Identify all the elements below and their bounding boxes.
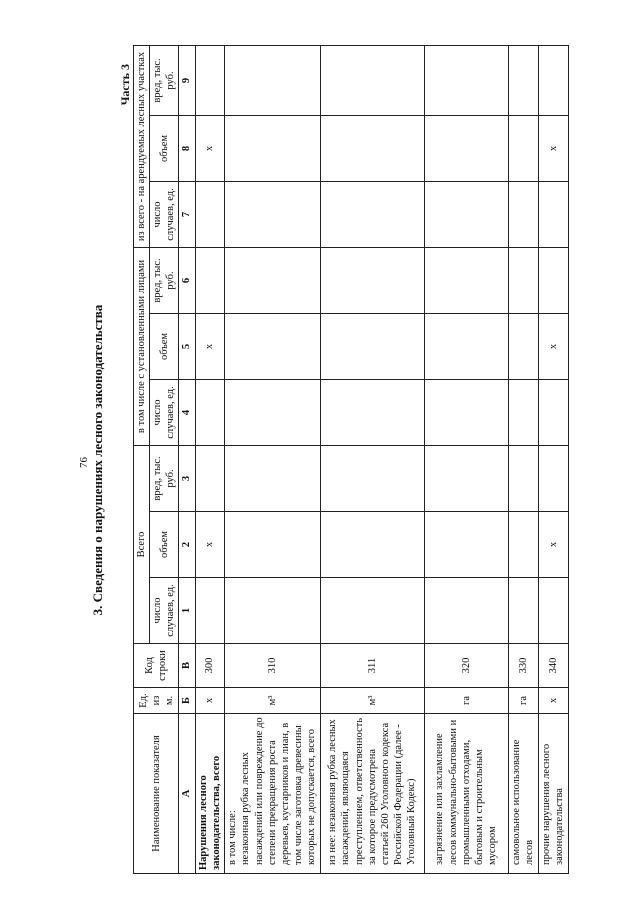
value-cell xyxy=(508,313,538,379)
value-cell xyxy=(538,247,568,313)
column-letter: 1 xyxy=(179,578,195,644)
row-code: 320 xyxy=(424,644,508,688)
column-letter: Б xyxy=(179,688,195,714)
column-letters-row xyxy=(179,45,195,873)
value-cell xyxy=(424,181,508,247)
value-cell xyxy=(508,578,538,644)
value-cell xyxy=(195,45,224,115)
page-number: 76 xyxy=(78,457,90,468)
value-cell xyxy=(538,379,568,445)
value-cell xyxy=(508,379,538,445)
value-cell xyxy=(224,512,320,578)
row-name: прочие нарушения лесного законодательства xyxy=(538,714,568,874)
value-cell xyxy=(224,115,320,181)
header-cases: число случаев, ед. xyxy=(150,578,179,644)
row-code: 340 xyxy=(538,644,568,688)
value-cell xyxy=(538,181,568,247)
section-title: 3. Сведения о нарушениях лесного законодательства xyxy=(90,304,105,616)
value-cell xyxy=(195,445,224,511)
value-cell xyxy=(320,45,424,115)
part-label: Часть 3 xyxy=(118,64,132,106)
row-name: самовольное использование лесов xyxy=(508,714,538,874)
row-name: в том числе: незаконная рубка лесных насаждений или повреждение до степени прекращения роста деревьев, кустарников и лиан, в том числе заготовка древесины которых не допускается, всего xyxy=(224,714,320,874)
value-cell xyxy=(424,512,508,578)
header-volume: объем xyxy=(150,313,179,379)
column-letter: 6 xyxy=(179,247,195,313)
value-cell: х xyxy=(195,512,224,578)
header-damage: вред, тыс. руб. xyxy=(150,247,179,313)
value-cell: х xyxy=(538,115,568,181)
value-cell xyxy=(320,445,424,511)
header-volume: объем xyxy=(150,512,179,578)
column-letter: 3 xyxy=(179,445,195,511)
value-cell xyxy=(320,247,424,313)
row-name: Нарушения лесного законодательства, всего xyxy=(195,714,224,874)
value-cell xyxy=(320,115,424,181)
value-cell xyxy=(195,379,224,445)
value-cell xyxy=(195,181,224,247)
header-damage: вред, тыс. руб. xyxy=(150,45,179,115)
rotated-page xyxy=(30,30,630,890)
row-unit: га xyxy=(424,688,508,714)
value-cell xyxy=(538,578,568,644)
table-row xyxy=(424,45,508,873)
value-cell xyxy=(424,247,508,313)
column-letter: 5 xyxy=(179,313,195,379)
row-code: 300 xyxy=(195,644,224,688)
value-cell xyxy=(424,115,508,181)
header-by-persons: в том числе с установленными лицами xyxy=(134,247,150,445)
row-unit: га xyxy=(508,688,538,714)
value-cell xyxy=(224,313,320,379)
column-letter: А xyxy=(179,714,195,874)
column-letter: 9 xyxy=(179,45,195,115)
header-volume: объем xyxy=(150,115,179,181)
value-cell xyxy=(424,445,508,511)
value-cell xyxy=(508,115,538,181)
value-cell xyxy=(224,181,320,247)
header-damage: вред, тыс. руб. xyxy=(150,445,179,511)
value-cell xyxy=(224,578,320,644)
value-cell xyxy=(224,45,320,115)
row-unit: х xyxy=(195,688,224,714)
header-leased: из всего - на арендуемых лесных участках xyxy=(134,45,150,247)
value-cell xyxy=(508,45,538,115)
row-unit: х xyxy=(538,688,568,714)
value-cell xyxy=(508,181,538,247)
header-cases: число случаев, ед. xyxy=(150,379,179,445)
value-cell xyxy=(538,445,568,511)
value-cell: х xyxy=(195,115,224,181)
value-cell xyxy=(320,181,424,247)
header-total: Всего xyxy=(134,445,150,643)
value-cell xyxy=(224,379,320,445)
row-unit: м³ xyxy=(320,688,424,714)
value-cell xyxy=(424,379,508,445)
row-name: загрязнение или захламление лесов коммунально-бытовыми и промышленными отходами, бытовым и строительным мусором xyxy=(424,714,508,874)
value-cell xyxy=(195,578,224,644)
header-unit: Ед. из м. xyxy=(134,688,179,714)
column-letter: 7 xyxy=(179,181,195,247)
header-row-1 xyxy=(134,45,150,873)
table-row xyxy=(320,45,424,873)
value-cell xyxy=(538,45,568,115)
value-cell xyxy=(424,578,508,644)
value-cell xyxy=(224,445,320,511)
value-cell xyxy=(224,247,320,313)
column-letter: В xyxy=(179,644,195,688)
violations-table xyxy=(133,45,569,874)
table-row xyxy=(508,45,538,873)
value-cell xyxy=(320,313,424,379)
row-name: из нее: незаконная рубка лесных насаждений, являющаяся преступлением, ответственность за которое предусмотрена статьей 260 Уголовного кодекса Российской Федерации (далее - Уголовный Кодекс) xyxy=(320,714,424,874)
column-letter: 2 xyxy=(179,512,195,578)
value-cell xyxy=(424,313,508,379)
row-code: 311 xyxy=(320,644,424,688)
header-code: Код строки xyxy=(134,644,179,688)
value-cell: х xyxy=(538,512,568,578)
value-cell xyxy=(508,512,538,578)
row-unit: м³ xyxy=(224,688,320,714)
row-code: 310 xyxy=(224,644,320,688)
value-cell xyxy=(508,445,538,511)
value-cell xyxy=(320,578,424,644)
table-row xyxy=(538,45,568,873)
value-cell: х xyxy=(538,313,568,379)
table-row xyxy=(224,45,320,873)
row-code: 330 xyxy=(508,644,538,688)
column-letter: 4 xyxy=(179,379,195,445)
header-cases: число случаев, ед. xyxy=(150,181,179,247)
value-cell xyxy=(320,512,424,578)
value-cell xyxy=(320,379,424,445)
header-name: Наименование показателя xyxy=(134,714,179,874)
value-cell xyxy=(424,45,508,115)
value-cell: х xyxy=(195,313,224,379)
column-letter: 8 xyxy=(179,115,195,181)
value-cell xyxy=(508,247,538,313)
table-body xyxy=(195,45,568,873)
value-cell xyxy=(195,247,224,313)
table-row xyxy=(195,45,224,873)
